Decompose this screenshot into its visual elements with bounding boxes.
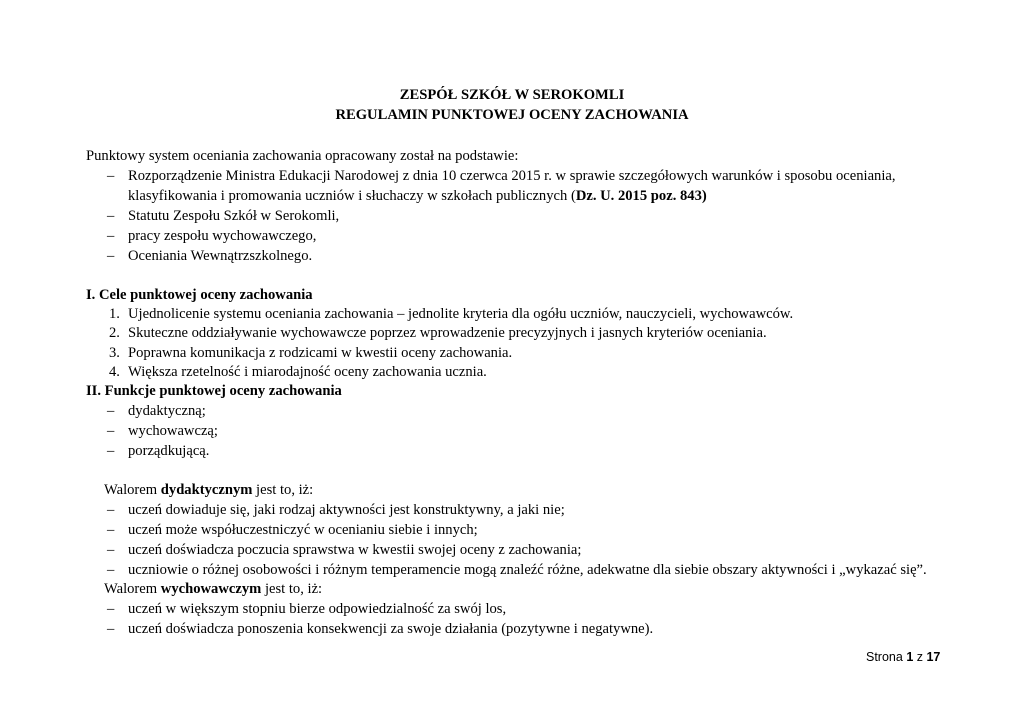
list-number: 2. <box>109 325 120 341</box>
current-page: 1 <box>906 650 914 664</box>
basis-item-regulation-line1: Rozporządzenie Ministra Edukacji Narodowej z dnia 10 czerwca 2015 r. w sprawie szczegółowych warunków i sposobu oceniania, <box>128 168 896 184</box>
didactic-item: uczeń może współuczestniczyć w ocenianiu siebie i innych; <box>128 522 478 538</box>
educational-intro <box>104 579 322 599</box>
basis-item-team: pracy zespołu wychowawczego, <box>128 228 317 244</box>
dash-bullet: – <box>107 443 115 459</box>
educational-item: uczeń w większym stopniu bierze odpowiedzialność za swój los, <box>128 601 507 617</box>
dash-bullet: – <box>107 208 115 224</box>
page-number <box>866 648 940 666</box>
basis-regulation-reference: Dz. U. 2015 poz. 843) <box>575 188 707 204</box>
goal-item: Skuteczne oddziaływanie wychowawcze poprzez wprowadzenie precyzyjnych i jasnych kryteriów oceniania. <box>128 325 767 341</box>
didactic-item: uczeń doświadcza poczucia sprawstwa w kwestii swojej oceny z zachowania; <box>128 542 582 558</box>
basis-regulation-text: klasyfikowania i promowania uczniów i słuchaczy w szkołach publicznych ( <box>128 188 576 204</box>
dash-bullet: – <box>107 562 115 578</box>
intro-suffix: jest to, iż: <box>261 581 323 597</box>
dash-bullet: – <box>107 621 115 637</box>
basis-item-assessment: Oceniania Wewnątrzszkolnego. <box>128 248 313 264</box>
goal-item: Większa rzetelność i miarodajność oceny zachowania ucznia. <box>128 364 487 380</box>
document-title: REGULAMIN PUNKTOWEJ OCENY ZACHOWANIA <box>335 107 689 123</box>
list-number: 1. <box>109 306 120 322</box>
intro-keyword: dydaktycznym <box>160 482 253 498</box>
dash-bullet: – <box>107 228 115 244</box>
dash-bullet: – <box>107 168 115 184</box>
dash-bullet: – <box>107 601 115 617</box>
dash-bullet: – <box>107 403 115 419</box>
goal-item: Poprawna komunikacja z rodzicami w kwestii oceny zachowania. <box>128 345 513 361</box>
school-name: ZESPÓŁ SZKÓŁ W SEROKOMLI <box>399 87 625 103</box>
intro-keyword: wychowawczym <box>160 581 262 597</box>
intro-lead: Punktowy system oceniania zachowania opracowany został na podstawie: <box>86 148 519 164</box>
intro-prefix: Walorem <box>104 482 161 498</box>
total-pages: 17 <box>926 650 941 664</box>
dash-bullet: – <box>107 542 115 558</box>
basis-item-statute: Statutu Zespołu Szkół w Serokomli, <box>128 208 340 224</box>
didactic-item: uczeń dowiaduje się, jaki rodzaj aktywności jest konstruktywny, a jaki nie; <box>128 502 565 518</box>
educational-item: uczeń doświadcza ponoszenia konsekwencji za swoje działania (pozytywne i negatywne). <box>128 621 654 637</box>
didactic-item: uczniowie o różnej osobowości i różnym temperamencie mogą znaleźć różne, adekwatne dla siebie obszary aktywności i „wykazać się”. <box>128 562 927 578</box>
function-item: porządkującą. <box>128 443 210 459</box>
list-number: 3. <box>109 345 120 361</box>
dash-bullet: – <box>107 423 115 439</box>
function-item: dydaktyczną; <box>128 403 206 419</box>
page-label: Strona <box>866 650 907 664</box>
goal-item: Ujednolicenie systemu oceniania zachowania – jednolite kryteria dla ogółu uczniów, nauczycieli, wychowawców. <box>128 306 794 322</box>
page-separator: z <box>913 650 927 664</box>
list-number: 4. <box>109 364 120 380</box>
section-1-heading: I. Cele punktowej oceny zachowania <box>86 287 313 303</box>
dash-bullet: – <box>107 522 115 538</box>
section-2-heading: II. Funkcje punktowej oceny zachowania <box>86 383 342 399</box>
dash-bullet: – <box>107 502 115 518</box>
function-item: wychowawczą; <box>128 423 218 439</box>
intro-prefix: Walorem <box>104 581 161 597</box>
basis-item-regulation-line2 <box>128 186 707 206</box>
didactic-intro <box>104 480 313 500</box>
intro-suffix: jest to, iż: <box>252 482 314 498</box>
dash-bullet: – <box>107 248 115 264</box>
